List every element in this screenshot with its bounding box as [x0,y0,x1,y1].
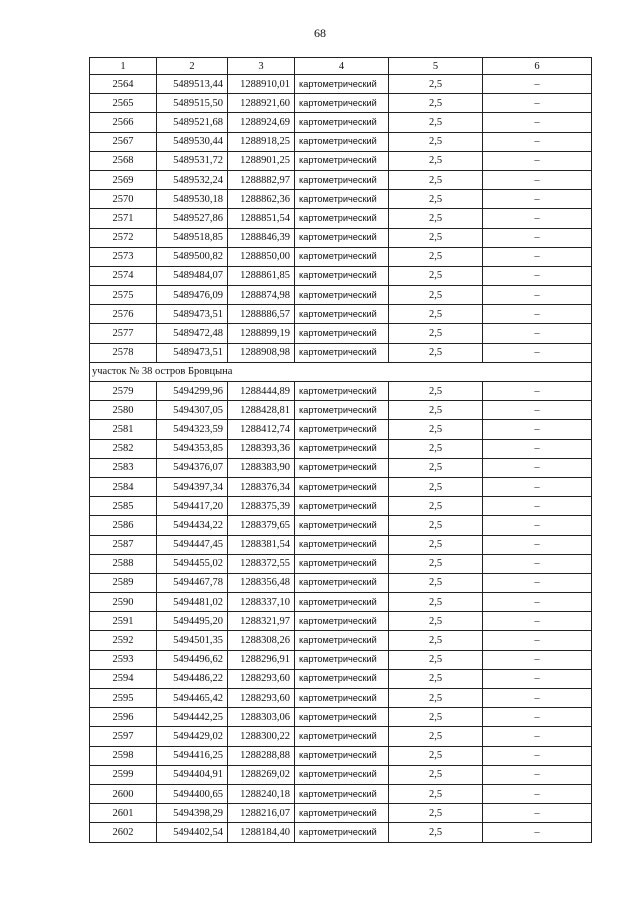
note-cell: – [483,266,592,285]
table-header-row [90,58,592,75]
y-coordinate-cell: 1288874,98 [228,286,295,305]
y-coordinate-cell: 1288381,54 [228,535,295,554]
point-number-cell: 2580 [90,401,157,420]
note-cell: – [483,151,592,170]
table-row [90,266,592,285]
note-cell: – [483,689,592,708]
table-row [90,343,592,362]
accuracy-cell: 2,5 [389,439,483,458]
note-cell: – [483,170,592,189]
table-row [90,669,592,688]
method-cell: картометрический [295,823,389,842]
accuracy-cell: 2,5 [389,343,483,362]
y-coordinate-cell: 1288918,25 [228,132,295,151]
note-cell: – [483,823,592,842]
note-cell: – [483,75,592,94]
accuracy-cell: 2,5 [389,190,483,209]
accuracy-cell: 2,5 [389,324,483,343]
y-coordinate-cell: 1288412,74 [228,420,295,439]
y-coordinate-cell: 1288300,22 [228,727,295,746]
table-row [90,305,592,324]
coordinates-table [89,57,592,843]
x-coordinate-cell: 5494442,25 [157,708,228,727]
x-coordinate-cell: 5494496,62 [157,650,228,669]
method-cell: картометрический [295,151,389,170]
method-cell: картометрический [295,593,389,612]
method-cell: картометрический [295,439,389,458]
point-number-cell: 2577 [90,324,157,343]
y-coordinate-cell: 1288269,02 [228,765,295,784]
y-coordinate-cell: 1288882,97 [228,170,295,189]
point-number-cell: 2590 [90,593,157,612]
table-row [90,75,592,94]
point-number-cell: 2602 [90,823,157,842]
method-cell: картометрический [295,516,389,535]
x-coordinate-cell: 5489518,85 [157,228,228,247]
y-coordinate-cell: 1288375,39 [228,497,295,516]
y-coordinate-cell: 1288862,36 [228,190,295,209]
note-cell: – [483,746,592,765]
y-coordinate-cell: 1288444,89 [228,382,295,401]
table-row [90,497,592,516]
accuracy-cell: 2,5 [389,266,483,285]
point-number-cell: 2593 [90,650,157,669]
point-number-cell: 2564 [90,75,157,94]
note-cell: – [483,669,592,688]
y-coordinate-cell: 1288899,19 [228,324,295,343]
point-number-cell: 2574 [90,266,157,285]
accuracy-cell: 2,5 [389,708,483,727]
note-cell: – [483,727,592,746]
x-coordinate-cell: 5494455,02 [157,554,228,573]
accuracy-cell: 2,5 [389,727,483,746]
point-number-cell: 2591 [90,612,157,631]
x-coordinate-cell: 5494376,07 [157,458,228,477]
point-number-cell: 2584 [90,477,157,496]
point-number-cell: 2572 [90,228,157,247]
y-coordinate-cell: 1288850,00 [228,247,295,266]
table-row [90,324,592,343]
note-cell: – [483,535,592,554]
accuracy-cell: 2,5 [389,765,483,784]
point-number-cell: 2579 [90,382,157,401]
table-row [90,727,592,746]
method-cell: картометрический [295,266,389,285]
x-coordinate-cell: 5489473,51 [157,305,228,324]
y-coordinate-cell: 1288379,65 [228,516,295,535]
note-cell: – [483,804,592,823]
point-number-cell: 2583 [90,458,157,477]
point-number-cell: 2594 [90,669,157,688]
method-cell: картометрический [295,535,389,554]
table-row [90,823,592,842]
accuracy-cell: 2,5 [389,209,483,228]
x-coordinate-cell: 5489530,44 [157,132,228,151]
accuracy-cell: 2,5 [389,784,483,803]
x-coordinate-cell: 5489500,82 [157,247,228,266]
x-coordinate-cell: 5494501,35 [157,631,228,650]
method-cell: картометрический [295,305,389,324]
y-coordinate-cell: 1288924,69 [228,113,295,132]
column-header: 2 [157,58,228,75]
table-row [90,113,592,132]
note-cell: – [483,305,592,324]
y-coordinate-cell: 1288921,60 [228,94,295,113]
x-coordinate-cell: 5494429,02 [157,727,228,746]
accuracy-cell: 2,5 [389,458,483,477]
x-coordinate-cell: 5489513,44 [157,75,228,94]
note-cell: – [483,382,592,401]
y-coordinate-cell: 1288910,01 [228,75,295,94]
point-number-cell: 2597 [90,727,157,746]
x-coordinate-cell: 5489531,72 [157,151,228,170]
note-cell: – [483,286,592,305]
table-row [90,209,592,228]
x-coordinate-cell: 5494400,65 [157,784,228,803]
method-cell: картометрический [295,650,389,669]
point-number-cell: 2582 [90,439,157,458]
method-cell: картометрический [295,401,389,420]
x-coordinate-cell: 5489473,51 [157,343,228,362]
method-cell: картометрический [295,669,389,688]
x-coordinate-cell: 5494416,25 [157,746,228,765]
point-number-cell: 2569 [90,170,157,189]
note-cell: – [483,765,592,784]
x-coordinate-cell: 5494353,85 [157,439,228,458]
method-cell: картометрический [295,286,389,305]
accuracy-cell: 2,5 [389,516,483,535]
method-cell: картометрический [295,94,389,113]
point-number-cell: 2589 [90,573,157,592]
point-number-cell: 2596 [90,708,157,727]
y-coordinate-cell: 1288901,25 [228,151,295,170]
column-header: 4 [295,58,389,75]
column-header: 1 [90,58,157,75]
x-coordinate-cell: 5494486,22 [157,669,228,688]
y-coordinate-cell: 1288393,36 [228,439,295,458]
column-header: 3 [228,58,295,75]
note-cell: – [483,190,592,209]
note-cell: – [483,516,592,535]
point-number-cell: 2581 [90,420,157,439]
note-cell: – [483,458,592,477]
table-row [90,784,592,803]
method-cell: картометрический [295,458,389,477]
y-coordinate-cell: 1288296,91 [228,650,295,669]
point-number-cell: 2568 [90,151,157,170]
method-cell: картометрический [295,113,389,132]
accuracy-cell: 2,5 [389,477,483,496]
section-row [90,362,592,381]
table-row [90,439,592,458]
method-cell: картометрический [295,554,389,573]
y-coordinate-cell: 1288293,60 [228,669,295,688]
method-cell: картометрический [295,324,389,343]
method-cell: картометрический [295,170,389,189]
accuracy-cell: 2,5 [389,823,483,842]
method-cell: картометрический [295,132,389,151]
accuracy-cell: 2,5 [389,247,483,266]
y-coordinate-cell: 1288886,57 [228,305,295,324]
y-coordinate-cell: 1288861,85 [228,266,295,285]
table-row [90,401,592,420]
note-cell: – [483,209,592,228]
y-coordinate-cell: 1288288,88 [228,746,295,765]
note-cell: – [483,477,592,496]
table-row [90,516,592,535]
note-cell: – [483,497,592,516]
table-row [90,151,592,170]
y-coordinate-cell: 1288321,97 [228,612,295,631]
point-number-cell: 2587 [90,535,157,554]
accuracy-cell: 2,5 [389,401,483,420]
y-coordinate-cell: 1288308,26 [228,631,295,650]
point-number-cell: 2598 [90,746,157,765]
method-cell: картометрический [295,631,389,650]
table-row [90,804,592,823]
x-coordinate-cell: 5489521,68 [157,113,228,132]
point-number-cell: 2578 [90,343,157,362]
method-cell: картометрический [295,689,389,708]
y-coordinate-cell: 1288851,54 [228,209,295,228]
method-cell: картометрический [295,228,389,247]
accuracy-cell: 2,5 [389,554,483,573]
table-row [90,190,592,209]
x-coordinate-cell: 5494307,05 [157,401,228,420]
accuracy-cell: 2,5 [389,94,483,113]
accuracy-cell: 2,5 [389,170,483,189]
note-cell: – [483,784,592,803]
page-number: 68 [314,26,326,40]
table-row [90,631,592,650]
x-coordinate-cell: 5494402,54 [157,823,228,842]
accuracy-cell: 2,5 [389,746,483,765]
method-cell: картометрический [295,573,389,592]
method-cell: картометрический [295,75,389,94]
accuracy-cell: 2,5 [389,650,483,669]
note-cell: – [483,228,592,247]
x-coordinate-cell: 5489530,18 [157,190,228,209]
y-coordinate-cell: 1288846,39 [228,228,295,247]
x-coordinate-cell: 5494447,45 [157,535,228,554]
table-row [90,746,592,765]
table-row [90,420,592,439]
accuracy-cell: 2,5 [389,497,483,516]
y-coordinate-cell: 1288376,34 [228,477,295,496]
note-cell: – [483,132,592,151]
y-coordinate-cell: 1288184,40 [228,823,295,842]
x-coordinate-cell: 5494495,20 [157,612,228,631]
note-cell: – [483,554,592,573]
method-cell: картометрический [295,727,389,746]
note-cell: – [483,708,592,727]
point-number-cell: 2575 [90,286,157,305]
method-cell: картометрический [295,784,389,803]
table-row [90,593,592,612]
y-coordinate-cell: 1288293,60 [228,689,295,708]
table-row [90,382,592,401]
table-row [90,612,592,631]
table-row [90,535,592,554]
note-cell: – [483,612,592,631]
x-coordinate-cell: 5494323,59 [157,420,228,439]
y-coordinate-cell: 1288428,81 [228,401,295,420]
note-cell: – [483,573,592,592]
method-cell: картометрический [295,765,389,784]
point-number-cell: 2567 [90,132,157,151]
x-coordinate-cell: 5489527,86 [157,209,228,228]
accuracy-cell: 2,5 [389,75,483,94]
table-row [90,650,592,669]
table-row [90,94,592,113]
x-coordinate-cell: 5489472,48 [157,324,228,343]
table-row [90,132,592,151]
accuracy-cell: 2,5 [389,286,483,305]
note-cell: – [483,650,592,669]
note-cell: – [483,631,592,650]
section-title: участок № 38 остров Бровцына [90,362,592,381]
table-row [90,765,592,784]
accuracy-cell: 2,5 [389,573,483,592]
table-row [90,708,592,727]
point-number-cell: 2570 [90,190,157,209]
point-number-cell: 2565 [90,94,157,113]
x-coordinate-cell: 5494434,22 [157,516,228,535]
table-row [90,228,592,247]
table-row [90,689,592,708]
y-coordinate-cell: 1288240,18 [228,784,295,803]
accuracy-cell: 2,5 [389,593,483,612]
accuracy-cell: 2,5 [389,151,483,170]
x-coordinate-cell: 5494398,29 [157,804,228,823]
note-cell: – [483,593,592,612]
point-number-cell: 2585 [90,497,157,516]
accuracy-cell: 2,5 [389,132,483,151]
x-coordinate-cell: 5494404,91 [157,765,228,784]
x-coordinate-cell: 5494481,02 [157,593,228,612]
method-cell: картометрический [295,382,389,401]
method-cell: картометрический [295,804,389,823]
x-coordinate-cell: 5494467,78 [157,573,228,592]
note-cell: – [483,94,592,113]
y-coordinate-cell: 1288908,98 [228,343,295,362]
column-header: 6 [483,58,592,75]
table-row [90,477,592,496]
x-coordinate-cell: 5494465,42 [157,689,228,708]
y-coordinate-cell: 1288356,48 [228,573,295,592]
accuracy-cell: 2,5 [389,535,483,554]
table-body [90,58,592,843]
x-coordinate-cell: 5494299,96 [157,382,228,401]
point-number-cell: 2599 [90,765,157,784]
column-header: 5 [389,58,483,75]
method-cell: картометрический [295,420,389,439]
method-cell: картометрический [295,708,389,727]
note-cell: – [483,324,592,343]
method-cell: картометрический [295,209,389,228]
x-coordinate-cell: 5494417,20 [157,497,228,516]
y-coordinate-cell: 1288216,07 [228,804,295,823]
accuracy-cell: 2,5 [389,382,483,401]
accuracy-cell: 2,5 [389,420,483,439]
table-row [90,286,592,305]
method-cell: картометрический [295,190,389,209]
accuracy-cell: 2,5 [389,804,483,823]
y-coordinate-cell: 1288372,55 [228,554,295,573]
x-coordinate-cell: 5494397,34 [157,477,228,496]
note-cell: – [483,420,592,439]
table-row [90,458,592,477]
accuracy-cell: 2,5 [389,612,483,631]
point-number-cell: 2595 [90,689,157,708]
x-coordinate-cell: 5489515,50 [157,94,228,113]
accuracy-cell: 2,5 [389,228,483,247]
point-number-cell: 2571 [90,209,157,228]
note-cell: – [483,247,592,266]
method-cell: картометрический [295,497,389,516]
note-cell: – [483,439,592,458]
method-cell: картометрический [295,343,389,362]
point-number-cell: 2586 [90,516,157,535]
accuracy-cell: 2,5 [389,669,483,688]
y-coordinate-cell: 1288383,90 [228,458,295,477]
accuracy-cell: 2,5 [389,689,483,708]
note-cell: – [483,401,592,420]
point-number-cell: 2588 [90,554,157,573]
point-number-cell: 2576 [90,305,157,324]
point-number-cell: 2601 [90,804,157,823]
table-row [90,170,592,189]
note-cell: – [483,113,592,132]
point-number-cell: 2600 [90,784,157,803]
y-coordinate-cell: 1288337,10 [228,593,295,612]
accuracy-cell: 2,5 [389,113,483,132]
point-number-cell: 2573 [90,247,157,266]
accuracy-cell: 2,5 [389,305,483,324]
accuracy-cell: 2,5 [389,631,483,650]
x-coordinate-cell: 5489484,07 [157,266,228,285]
y-coordinate-cell: 1288303,06 [228,708,295,727]
table-row [90,573,592,592]
method-cell: картометрический [295,247,389,266]
point-number-cell: 2592 [90,631,157,650]
method-cell: картометрический [295,477,389,496]
note-cell: – [483,343,592,362]
table-row [90,554,592,573]
x-coordinate-cell: 5489532,24 [157,170,228,189]
table-row [90,247,592,266]
point-number-cell: 2566 [90,113,157,132]
x-coordinate-cell: 5489476,09 [157,286,228,305]
method-cell: картометрический [295,746,389,765]
method-cell: картометрический [295,612,389,631]
